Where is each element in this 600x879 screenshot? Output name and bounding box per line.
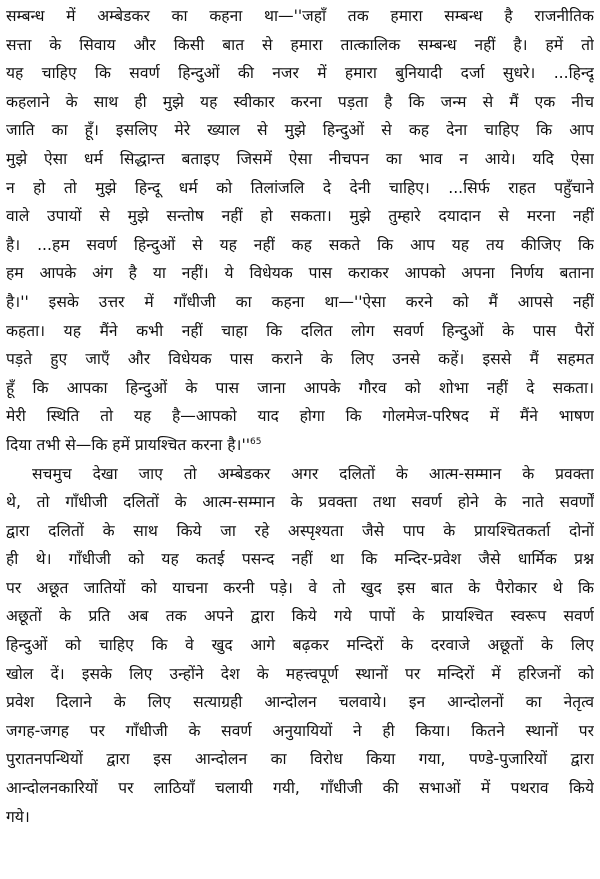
text-line: मेरी स्थिति तो यह है—आपको याद होगा कि गोलमेज-परिषद में मैंने भाषण: [6, 407, 594, 426]
text-line: हम आपके अंग है या नहीं। ये विधेयक पास कराकर आपको अपना निर्णय बताना: [6, 264, 594, 283]
document-page: [6, 2, 594, 877]
text-line: आन्दोलनकारियों पर लाठियाँ चलायी गयी, गाँधीजी की सभाओं में पथराव किये: [6, 779, 594, 798]
text-line: सत्ता के सिवाय और किसी बात से हमारा तात्कालिक सम्बन्ध नहीं है। हमें तो: [6, 35, 594, 54]
text-line: जाति का हूँ। इसलिए मेरे ख्याल से मुझे हिन्दुओं से कह देना चाहिए कि आप: [6, 121, 594, 140]
paragraph-gandhi-temple-entry: [6, 460, 594, 832]
text-line: प्रवेश दिलाने के लिए सत्याग्रही आन्दोलन चलवाये। इन आन्दोलनों का नेतृत्व: [6, 693, 594, 712]
text-line: पुरातनपन्थियों द्वारा इस आन्दोलन का विरोध किया गया, पण्डे-पुजारियों द्वारा: [6, 750, 594, 769]
text-line: कहलाने के साथ ही मुझे यह स्वीकार करना पड़ता है कि जन्म से मैं एक नीच: [6, 92, 594, 111]
text-line-with-footnote: [6, 431, 594, 460]
text-line: ही थे। गाँधीजी को यह कतई पसन्द नहीं था कि मन्दिर-प्रवेश जैसे धार्मिक प्रश्न: [6, 550, 594, 569]
text-line: है।'' इसके उत्तर में गाँधीजी का कहना था—''ऐसा करने को मैं आपसे नहीं: [6, 292, 594, 311]
text-line: हूँ कि आपका हिन्दुओं के पास जाना आपके गौरव को शोभा नहीं दे सकता।: [6, 378, 594, 397]
footnote-marker: 65: [250, 436, 262, 447]
text-line: द्वारा दलितों के साथ किये जा रहे अस्पृश्यता जैसे पाप के प्रायश्चितकर्ता दोनों: [6, 521, 594, 540]
text-line: सचमुच देखा जाए तो अम्बेडकर अगर दलितों के आत्म-सम्मान के प्रवक्ता: [32, 464, 594, 483]
text-line: यह चाहिए कि सवर्ण हिन्दुओं की नजर में हमारा बुनियादी दर्जा सुधरे। ...हिन्दू: [6, 64, 594, 83]
text-line: कहता। यह मैंने कभी नहीं चाहा कि दलित लोग सवर्ण हिन्दुओं के पास पैरों: [6, 321, 594, 340]
text-line: जगह-जगह पर गाँधीजी के सवर्ण अनुयायियों ने ही किया। कितने स्थानों पर: [6, 721, 594, 740]
text-line: मुझे ऐसा धर्म सिद्धान्त बताइए जिसमें ऐसा नीचपन का भाव न आये। यदि ऐसा: [6, 149, 594, 168]
paragraph-ambedkar-quote: [6, 2, 594, 460]
text-line: थे, तो गाँधीजी दलितों के आत्म-सम्मान के प्रवक्ता तथा सवर्ण होने के नाते सवर्णों: [6, 493, 594, 512]
text-line: हिन्दुओं को चाहिए कि वे खुद आगे बढ़कर मन्दिरों के दरवाजे अछूतों के लिए: [6, 636, 594, 655]
text-line: पड़ते हुए जाएँ और विधेयक पास कराने के लिए उनसे कहें। इससे मैं सहमत: [6, 350, 594, 369]
text-line: न हो तो मुझे हिन्दू धर्म को तिलांजलि दे देनी चाहिए। ...सिर्फ राहत पहुँचाने: [6, 178, 594, 197]
text-line: अछूतों के प्रति अब तक अपने द्वारा किये गये पापों के प्रायश्चित स्वरूप सवर्ण: [6, 607, 594, 626]
text-line: है। ...हम सवर्ण हिन्दुओं से यह नहीं कह सकते कि आप यह तय कीजिए कि: [6, 235, 594, 254]
text-line: खोल दें। इसके लिए उन्होंने देश के महत्त्वपूर्ण स्थानों पर मन्दिरों में हरिजनों को: [6, 664, 594, 683]
text-line: सम्बन्ध में अम्बेडकर का कहना था—''जहाँ तक हमारा सम्बन्ध है राजनीतिक: [6, 7, 594, 25]
text-line: पर अछूत जातियों को याचना करनी पड़े। वे तो खुद इस बात के पैरोकार थे कि: [6, 578, 594, 597]
text-line: गये।: [6, 807, 30, 826]
text-line-content: दिया तभी से—कि हमें प्रायश्चित करना है।'': [6, 435, 251, 454]
text-line: वाले उपायों से मुझे सन्तोष नहीं हो सकता। मुझे तुम्हारे दयादान से मरना नहीं: [6, 207, 594, 226]
